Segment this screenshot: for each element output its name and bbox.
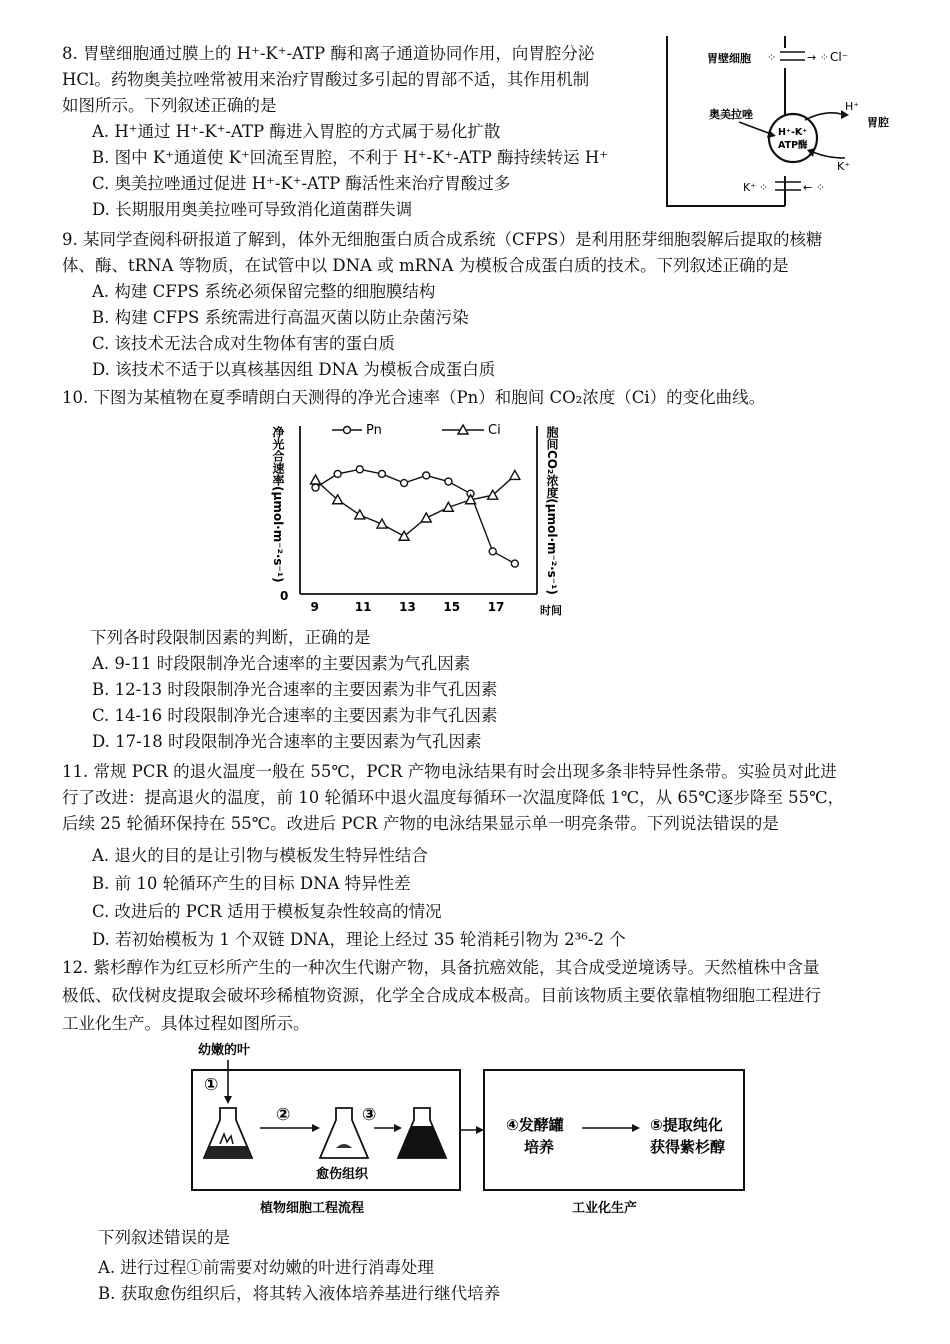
cell-label: 胃壁细胞: [707, 52, 751, 65]
q9-stem-line-1: 9. 某同学查阅科研报道了解到，体外无细胞蛋白质合成系统（CFPS）是利用胚芽细胞裂解后提取的核糖: [62, 230, 823, 249]
x-tick-label-11: 11: [354, 600, 372, 614]
q10-option-c: C. 14-16 时段限制净光合速率的主要因素为非气孔因素: [92, 706, 498, 725]
k-ion-right-label: K⁺: [837, 160, 851, 173]
q10-option-d: D. 17-18 时段限制净光合速率的主要因素为气孔因素: [92, 732, 482, 751]
chart-legend: [332, 423, 501, 438]
q8-option-b: B. 图中 K⁺通道使 K⁺回流至胃腔，不利于 H⁺-K⁺-ATP 酶持续转运 H⁺: [92, 148, 608, 167]
step3-label: ③: [362, 1105, 377, 1125]
x-tick-label-13: 13: [399, 600, 416, 614]
series-Ci-line: [316, 475, 515, 536]
svg-text:→ ⁘: → ⁘: [807, 51, 829, 64]
q11-stem-line-3: 后续 25 轮循环保持在 55℃。改进后 PCR 产物的电泳结果显示单一明亮条带。下列说法错误的是: [62, 814, 779, 833]
q8-stem-line-2: HCl。药物奥美拉唑常被用来治疗胃酸过多引起的胃部不适，其作用机制: [62, 70, 590, 89]
q12-sub-stem: 下列叙述错误的是: [98, 1228, 230, 1247]
q12-option-b: B. 获取愈伤组织后，将其转入液体培养基进行继代培养: [98, 1284, 501, 1303]
q8-mechanism-figure: [655, 36, 905, 212]
q9-option-b: B. 构建 CFPS 系统需进行高温灭菌以防止杂菌污染: [92, 308, 469, 327]
x-tick-label-9: 9: [310, 600, 319, 614]
k-ion-left-label: K⁺: [743, 181, 757, 194]
k-in-arrow: [813, 152, 845, 158]
q9-stem-line-2: 体、酶、tRNA 等物质，在试管中以 DNA 或 mRNA 为模板合成蛋白质的技术。下列叙述正确的是: [62, 256, 789, 275]
point-Pn-14: [423, 472, 430, 479]
box1-caption: 植物细胞工程流程: [260, 1201, 365, 1216]
q8-option-c: C. 奥美拉唑通过促进 H⁺-K⁺-ATP 酶活性来治疗胃酸过多: [92, 174, 511, 193]
omeprazole-label: 奥美拉唑: [709, 108, 753, 121]
point-Pn-11: [356, 466, 363, 473]
y-right-axis-label: 胞间CO₂浓度(μmol·m⁻²·s⁻¹): [545, 426, 559, 595]
q10-stem-line-1: 10. 下图为某植物在夏季晴朗白天测得的净光合速率（Pn）和胞间 CO₂浓度（Ci）的变化曲线。: [62, 388, 766, 407]
q11-option-b: B. 前 10 轮循环产生的目标 DNA 特异性差: [92, 874, 411, 893]
atpase-label-1: H⁺-K⁺: [778, 127, 808, 138]
x-tick-label-15: 15: [443, 600, 461, 614]
point-Ci-18: [510, 470, 520, 479]
q10-option-b: B. 12-13 时段限制净光合速率的主要因素为非气孔因素: [92, 680, 498, 699]
flask-2-icon: [320, 1108, 368, 1158]
omeprazole-inhibit-arrow: [739, 122, 771, 134]
flask-3-icon: [398, 1108, 446, 1158]
point-Ci-14: [421, 513, 431, 522]
step5-line-1: ⑤提取纯化: [650, 1116, 723, 1134]
q9-option-d: D. 该技术不适于以真核基因组 DNA 为模板合成蛋白质: [92, 360, 496, 379]
q8-option-a: A. H⁺通过 H⁺-K⁺-ATP 酶进入胃腔的方式属于易化扩散: [92, 122, 501, 141]
q11-stem-line-2: 行了改进：提高退火的温度，前 10 轮循环中退火温度每循环一次温度降低 1℃，从 65℃逐步降至 55℃，: [62, 788, 845, 807]
y-left-axis-label: 净光合速率(μmol·m⁻²·s⁻¹): [271, 426, 285, 583]
q12-option-a: A. 进行过程①前需要对幼嫩的叶进行消毒处理: [98, 1258, 434, 1277]
step2-label: ②: [276, 1105, 291, 1125]
x-axis-label: 时间: [540, 604, 562, 617]
h-ion-label: H⁺: [845, 100, 860, 113]
q12-stem-line-3: 工业化生产。具体过程如图所示。: [62, 1014, 310, 1033]
h-out-arrow: [805, 113, 841, 120]
point-Pn-18: [511, 560, 518, 567]
point-Ci-12: [377, 519, 387, 528]
step4-line-1: ④发酵罐: [506, 1116, 564, 1134]
point-Ci-11: [355, 510, 365, 519]
h-k-atpase-icon: [769, 114, 817, 162]
svg-text:⁘: ⁘: [767, 51, 777, 64]
box2-caption: 工业化生产: [572, 1201, 638, 1216]
legend-pn-label: Pn: [366, 423, 382, 438]
leaf-label: 幼嫩的叶: [198, 1043, 251, 1058]
q8-option-d: D. 长期服用奥美拉唑可导致消化道菌群失调: [92, 200, 413, 219]
q10-option-a: A. 9-11 时段限制净光合速率的主要因素为气孔因素: [92, 654, 471, 673]
point-Ci-9: [311, 475, 321, 484]
k-channel: [759, 176, 825, 206]
legend-ci-label: Ci: [488, 423, 501, 438]
q11-option-a: A. 退火的目的是让引物与模板发生特异性结合: [92, 846, 428, 865]
svg-text:← ⁘: ← ⁘: [803, 181, 825, 194]
cl-ion-label: Cl⁻: [830, 50, 849, 64]
point-Pn-17: [489, 548, 496, 555]
callus-label: 愈伤组织: [316, 1167, 369, 1182]
legend-pn-marker: [344, 427, 351, 434]
q11-option-d: D. 若初始模板为 1 个双链 DNA，理论上经过 35 轮消耗引物为 2³⁶-2 个: [92, 930, 626, 949]
q9-option-c: C. 该技术无法合成对生物体有害的蛋白质: [92, 334, 396, 353]
q10-sub-stem: 下列各时段限制因素的判断，正确的是: [90, 628, 371, 647]
step1-label: ①: [204, 1075, 219, 1095]
pn-ci-line-chart: [262, 418, 592, 618]
atpase-label-2: ATP酶: [778, 140, 808, 151]
step4-line-2: 培养: [524, 1138, 555, 1156]
q11-option-c: C. 改进后的 PCR 适用于模板复杂性较高的情况: [92, 902, 442, 921]
point-Pn-9: [312, 484, 319, 491]
step5-line-2: 获得紫杉醇: [650, 1138, 726, 1156]
point-Pn-10: [334, 470, 341, 477]
point-Pn-15: [445, 478, 452, 485]
q12-process-figure: [190, 1040, 750, 1220]
flask-1-icon: [204, 1108, 252, 1158]
q11-stem-line-1: 11. 常规 PCR 的退火温度一般在 55℃，PCR 产物电泳结果有时会出现多条非特异性条带。实验员对此进: [62, 762, 837, 781]
series-Pn-line: [316, 469, 515, 563]
x-tick-label-17: 17: [487, 600, 505, 614]
origin-label: 0: [280, 589, 289, 603]
point-Pn-12: [378, 470, 385, 477]
q12-stem-line-2: 极低、砍伐树皮提取会破坏珍稀植物资源，化学全合成成本极高。目前该物质主要依靠植物细胞工程进行: [62, 986, 821, 1005]
lumen-label: 胃腔: [867, 116, 889, 129]
q12-stem-line-1: 12. 紫杉醇作为红豆杉所产生的一种次生代谢产物，具备抗癌效能，其合成受逆境诱导。天然植株中含量: [62, 958, 820, 977]
q8-stem-line-3: 如图所示。下列叙述正确的是: [62, 96, 277, 115]
q8-stem-line-1: 8. 胃壁细胞通过膜上的 H⁺-K⁺-ATP 酶和离子通道协同作用，向胃腔分泌: [62, 44, 595, 63]
point-Pn-13: [401, 480, 408, 487]
q9-option-a: A. 构建 CFPS 系统必须保留完整的细胞膜结构: [92, 282, 436, 301]
svg-text:⁘: ⁘: [759, 181, 769, 194]
